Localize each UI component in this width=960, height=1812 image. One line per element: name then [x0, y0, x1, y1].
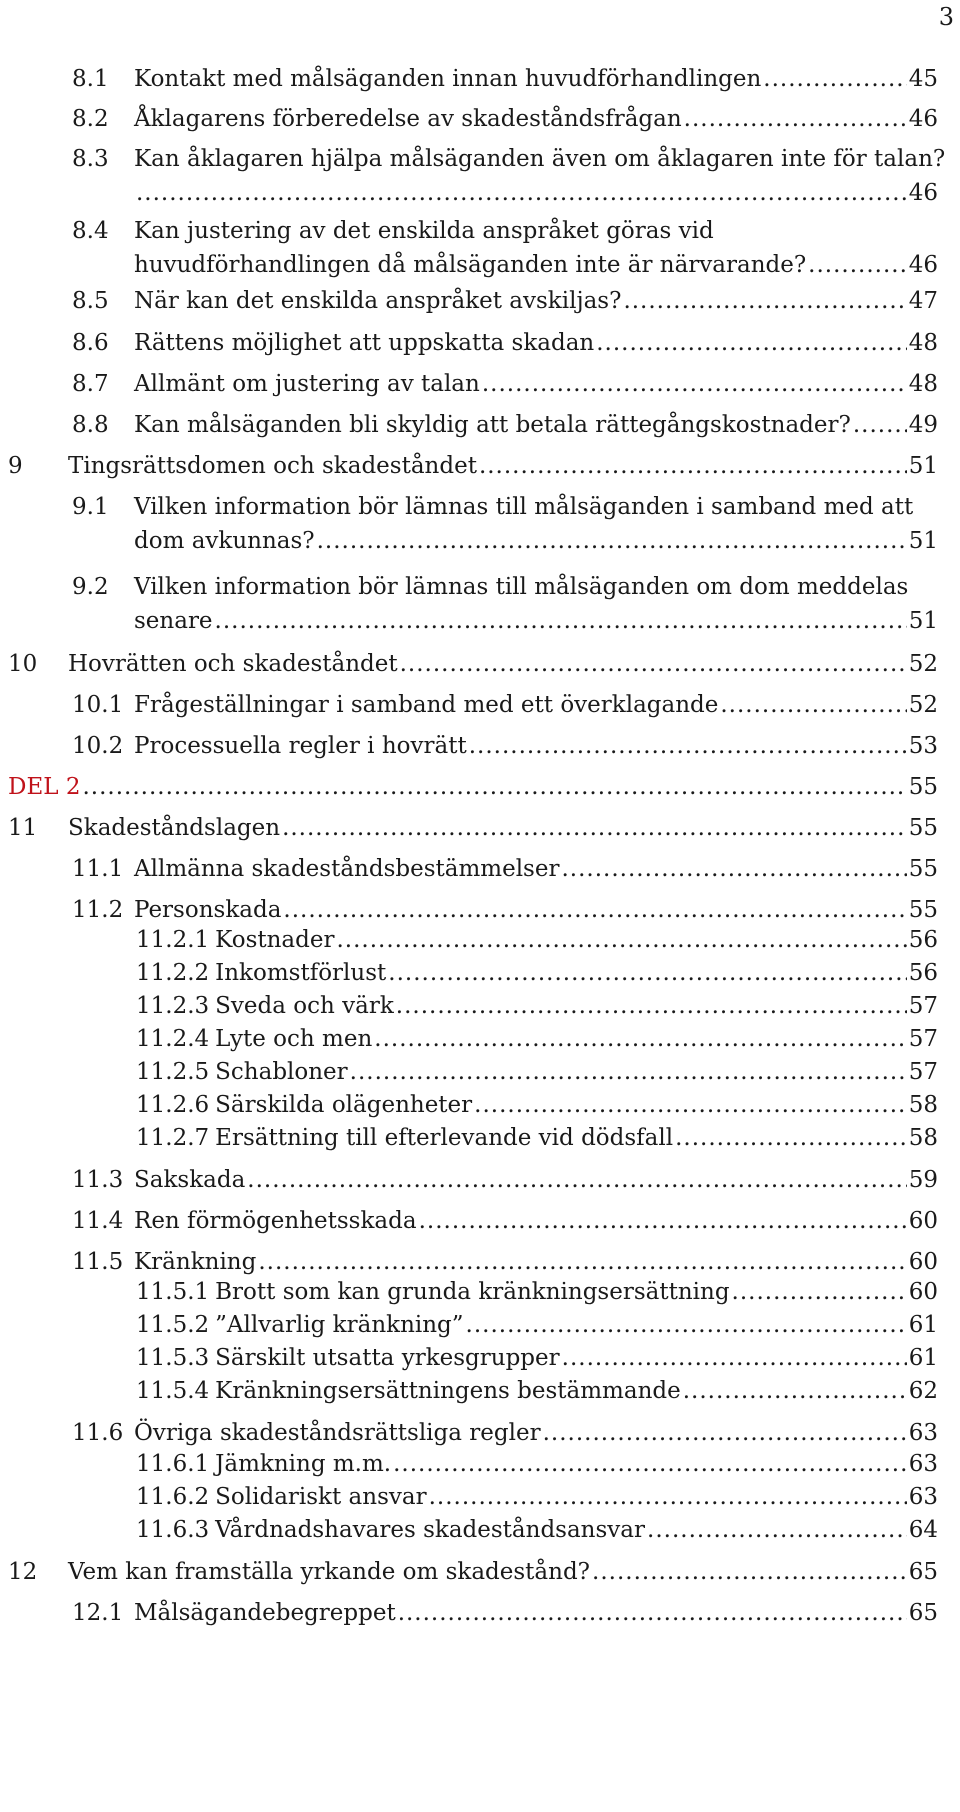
toc-page: 63 — [908, 1420, 938, 1446]
toc-page: 59 — [908, 1167, 938, 1193]
dot-leader — [82, 770, 906, 804]
toc-title: Ren förmögenhetsskada — [134, 1208, 417, 1234]
toc-number: 8.6 — [72, 330, 109, 356]
toc-number: 11.2 — [72, 897, 124, 923]
toc-title: Tingsrättsdomen och skadeståndet — [68, 453, 477, 479]
toc-page: 56 — [908, 960, 938, 986]
dot-leader — [258, 1245, 906, 1279]
toc-title: Skadeståndslagen — [68, 815, 281, 841]
toc-entry-8-6[interactable] — [72, 326, 938, 360]
toc-number: 11.6.2 — [136, 1484, 210, 1510]
toc-number: 11.2.1 — [136, 927, 210, 953]
toc-page: 48 — [908, 371, 938, 397]
toc-title: Solidariskt ansvar — [215, 1484, 427, 1510]
dot-leader — [623, 284, 906, 318]
toc-title: Kränkning — [134, 1249, 257, 1275]
toc-entry-11-2-6[interactable] — [136, 1089, 938, 1122]
dot-leader — [592, 1555, 907, 1589]
toc-number: 11.2.6 — [136, 1092, 210, 1118]
toc-title: Kontakt med målsäganden innan huvudförhandlingen — [134, 66, 762, 92]
dot-leader — [466, 1309, 907, 1342]
toc-page: 61 — [908, 1345, 938, 1371]
toc-page: 64 — [908, 1517, 938, 1543]
toc-entry-11-6-2[interactable] — [136, 1481, 938, 1514]
toc-page: 51 — [908, 453, 938, 479]
toc-page: 65 — [908, 1559, 938, 1585]
toc-number: 11.5.1 — [136, 1279, 210, 1305]
toc-title: Personskada — [134, 897, 282, 923]
dot-leader — [482, 367, 907, 401]
toc-title: Hovrätten och skadeståndet — [68, 651, 398, 677]
dot-leader — [720, 688, 906, 722]
dot-leader — [683, 1375, 907, 1408]
toc-number: 11.5.3 — [136, 1345, 210, 1371]
toc-entry-11-1[interactable] — [72, 852, 938, 886]
toc-page: 57 — [908, 993, 938, 1019]
toc-page: 51 — [908, 528, 938, 554]
toc-page: 55 — [908, 856, 938, 882]
toc-title: Övriga skadeståndsrättsliga regler — [134, 1420, 541, 1446]
toc-title: Lyte och men — [215, 1026, 373, 1052]
dot-leader — [374, 1023, 906, 1056]
dot-leader — [398, 1596, 907, 1630]
toc-number: 11.3 — [72, 1167, 124, 1193]
dot-leader — [675, 1122, 907, 1155]
toc-number: 12.1 — [72, 1600, 124, 1626]
toc-page: 63 — [908, 1484, 938, 1510]
toc-number: 10 — [8, 651, 38, 677]
toc-number: 12 — [8, 1559, 38, 1585]
toc-number: 11.6.1 — [136, 1451, 210, 1477]
toc-entry-8-2[interactable] — [72, 102, 938, 136]
toc-entry-8-7[interactable] — [72, 367, 938, 401]
toc-title: ”Allvarlig kränkning” — [215, 1312, 464, 1338]
toc-page: 49 — [908, 412, 938, 438]
toc-number: 11 — [8, 815, 38, 841]
dot-leader — [400, 647, 907, 681]
toc-page: 57 — [908, 1059, 938, 1085]
toc-number: 11.6 — [72, 1420, 124, 1446]
dot-leader — [562, 1342, 907, 1375]
toc-page: 52 — [908, 651, 938, 677]
toc-page: 58 — [908, 1092, 938, 1118]
toc-entry-11-6-3[interactable] — [136, 1514, 938, 1547]
toc-entry-11[interactable] — [8, 811, 938, 845]
toc-title: Åklagarens förberedelse av skadeståndsfrågan — [134, 106, 682, 132]
toc-number: 11.4 — [72, 1208, 124, 1234]
toc-title: När kan det enskilda anspråket avskiljas? — [134, 288, 622, 314]
toc-number: 9.2 — [72, 574, 109, 600]
toc-number: 11.5.2 — [136, 1312, 210, 1338]
toc-page: 55 — [908, 897, 938, 923]
toc-page: 61 — [908, 1312, 938, 1338]
toc-page: 60 — [908, 1279, 938, 1305]
toc-number: 8.3 — [72, 146, 109, 172]
toc-number: 11.2.7 — [136, 1125, 210, 1151]
toc-title: Ersättning till efterlevande vid dödsfall — [215, 1125, 674, 1151]
toc-entry-11-2-7[interactable] — [136, 1122, 938, 1155]
toc-entry-10[interactable] — [8, 647, 938, 681]
toc-title: Kostnader — [215, 927, 335, 953]
toc-title-continued: huvudförhandlingen då målsäganden inte är närvarande? — [134, 252, 807, 278]
dot-leader — [419, 1204, 907, 1238]
toc-title: Jämkning m.m. — [215, 1451, 392, 1477]
toc-title: Särskilt utsatta yrkesgrupper — [215, 1345, 560, 1371]
dot-leader — [429, 1481, 907, 1514]
toc-title: Vem kan framställa yrkande om skadestånd? — [68, 1559, 591, 1585]
toc-title: Schabloner — [215, 1059, 348, 1085]
dot-leader — [596, 326, 907, 360]
toc-page: 60 — [908, 1249, 938, 1275]
toc-title: Särskilda olägenheter — [215, 1092, 473, 1118]
toc-part-title: DEL 2 — [8, 774, 81, 800]
toc-page: 47 — [908, 288, 938, 314]
toc-entry-12-1[interactable] — [72, 1596, 938, 1630]
toc-entry-11-2-2[interactable] — [136, 957, 938, 990]
toc-page: 52 — [908, 692, 938, 718]
dot-leader — [684, 102, 907, 136]
dot-leader — [479, 449, 907, 483]
toc-page: 58 — [908, 1125, 938, 1151]
toc-page: 45 — [908, 66, 938, 92]
dot-leader — [808, 248, 907, 282]
dot-leader — [317, 524, 907, 558]
toc-page: 53 — [908, 733, 938, 759]
toc-title: Brott som kan grunda kränkningsersättning — [215, 1279, 730, 1305]
dot-leader — [283, 893, 906, 927]
toc-entry-11-2-1[interactable] — [136, 924, 938, 957]
dot-leader — [469, 729, 907, 763]
dot-leader — [561, 852, 906, 886]
dot-leader — [853, 408, 907, 442]
toc-number: 8.5 — [72, 288, 109, 314]
toc-title: Kan åklagaren hjälpa målsäganden även om åklagaren inte för talan? — [134, 146, 946, 172]
toc-number: 9 — [8, 453, 23, 479]
toc-number: 11.2.2 — [136, 960, 210, 986]
toc-entry-8-1[interactable] — [72, 62, 938, 96]
toc-page: 51 — [908, 608, 938, 634]
dot-leader — [396, 990, 907, 1023]
toc-entry-11-5-2[interactable] — [136, 1309, 938, 1342]
toc-title: Inkomstförlust — [215, 960, 387, 986]
toc-page: 60 — [908, 1208, 938, 1234]
dot-leader — [215, 604, 907, 638]
toc-number: 11.5.4 — [136, 1378, 210, 1404]
toc-number: 11.2.4 — [136, 1026, 210, 1052]
toc-entry-11-3[interactable] — [72, 1163, 938, 1197]
toc-number: 11.1 — [72, 856, 124, 882]
dot-leader — [247, 1163, 906, 1197]
toc-entry-9-1[interactable] — [72, 490, 938, 558]
dot-leader — [543, 1416, 907, 1450]
toc-page: 48 — [908, 330, 938, 356]
toc-page: 46 — [908, 252, 938, 278]
dot-leader — [282, 811, 907, 845]
toc-number: 10.2 — [72, 733, 124, 759]
toc-title: Allmänt om justering av talan — [134, 371, 480, 397]
toc-number: 9.1 — [72, 494, 109, 520]
toc-title: Kränkningsersättningens bestämmande — [215, 1378, 681, 1404]
toc-title: Vilken information bör lämnas till målsäganden i samband med att — [134, 494, 914, 520]
toc-number: 8.4 — [72, 218, 109, 244]
toc-title: Allmänna skadeståndsbestämmelser — [134, 856, 560, 882]
dot-leader — [136, 176, 907, 210]
toc-page: 62 — [908, 1378, 938, 1404]
toc-page: 55 — [908, 774, 938, 800]
toc-number: 8.8 — [72, 412, 109, 438]
toc-number: 10.1 — [72, 692, 124, 718]
toc-number: 11.6.3 — [136, 1517, 210, 1543]
toc-title: Frågeställningar i samband med ett överklagande — [134, 692, 719, 718]
toc-page: 56 — [908, 927, 938, 953]
toc-entry-11-4[interactable] — [72, 1204, 938, 1238]
dot-leader — [393, 1448, 907, 1481]
toc-number: 11.2.3 — [136, 993, 210, 1019]
toc-entry-11-2-5[interactable] — [136, 1056, 938, 1089]
toc-title: Rättens möjlighet att uppskatta skadan — [134, 330, 595, 356]
toc-number: 8.1 — [72, 66, 109, 92]
toc-entry-8-8[interactable] — [72, 408, 938, 442]
toc-entry-8-5[interactable] — [72, 284, 938, 318]
toc-entry-11-5-1[interactable] — [136, 1276, 938, 1309]
toc-title: Sveda och värk — [215, 993, 394, 1019]
toc-title-continued: dom avkunnas? — [134, 528, 315, 554]
toc-page: 57 — [908, 1026, 938, 1052]
toc-entry-11-5-4[interactable] — [136, 1375, 938, 1408]
dot-leader — [350, 1056, 907, 1089]
toc-page: 63 — [908, 1451, 938, 1477]
toc-number: 11.2.5 — [136, 1059, 210, 1085]
toc-title-continued: senare — [134, 608, 213, 634]
toc-title: Vilken information bör lämnas till målsäganden om dom meddelas — [134, 574, 909, 600]
toc-number: 8.2 — [72, 106, 109, 132]
toc-title: Processuella regler i hovrätt — [134, 733, 467, 759]
page-number: 3 — [938, 3, 954, 31]
dot-leader — [732, 1276, 907, 1309]
dot-leader — [388, 957, 906, 990]
dot-leader — [474, 1089, 907, 1122]
toc-number: 11.5 — [72, 1249, 124, 1275]
dot-leader — [647, 1514, 907, 1547]
toc-entry-9-2[interactable] — [72, 570, 938, 638]
toc-title: Kan målsäganden bli skyldig att betala rättegångskostnader? — [134, 412, 851, 438]
toc-title: Målsägandebegreppet — [134, 1600, 396, 1626]
toc-entry-11-6[interactable] — [72, 1416, 938, 1450]
toc-entry-12[interactable] — [8, 1555, 938, 1589]
toc-entry-9[interactable] — [8, 449, 938, 483]
dot-leader — [763, 62, 906, 96]
toc-entry-8-3[interactable] — [72, 142, 946, 210]
dot-leader — [336, 924, 906, 957]
toc-title: Kan justering av det enskilda anspråket göras vid — [134, 218, 714, 244]
toc-entry-10-2[interactable] — [72, 729, 938, 763]
toc-entry-10-1[interactable] — [72, 688, 938, 722]
toc-entry-11-5[interactable] — [72, 1245, 938, 1279]
toc-entry-11-5-3[interactable] — [136, 1342, 938, 1375]
toc-entry-8-4[interactable] — [72, 214, 938, 282]
toc-number: 8.7 — [72, 371, 109, 397]
toc-page: 46 — [908, 180, 938, 206]
toc-entry-11-2-4[interactable] — [136, 1023, 938, 1056]
toc-page: 55 — [908, 815, 938, 841]
toc-entry-11-2-3[interactable] — [136, 990, 938, 1023]
toc-entry-11-2[interactable] — [72, 893, 938, 927]
toc-page: 65 — [908, 1600, 938, 1626]
toc-page: 46 — [908, 106, 938, 132]
toc-title: Vårdnadshavares skadeståndsansvar — [215, 1517, 646, 1543]
toc-part-del-2[interactable] — [8, 770, 938, 804]
toc-entry-11-6-1[interactable] — [136, 1448, 938, 1481]
toc-title: Sakskada — [134, 1167, 246, 1193]
